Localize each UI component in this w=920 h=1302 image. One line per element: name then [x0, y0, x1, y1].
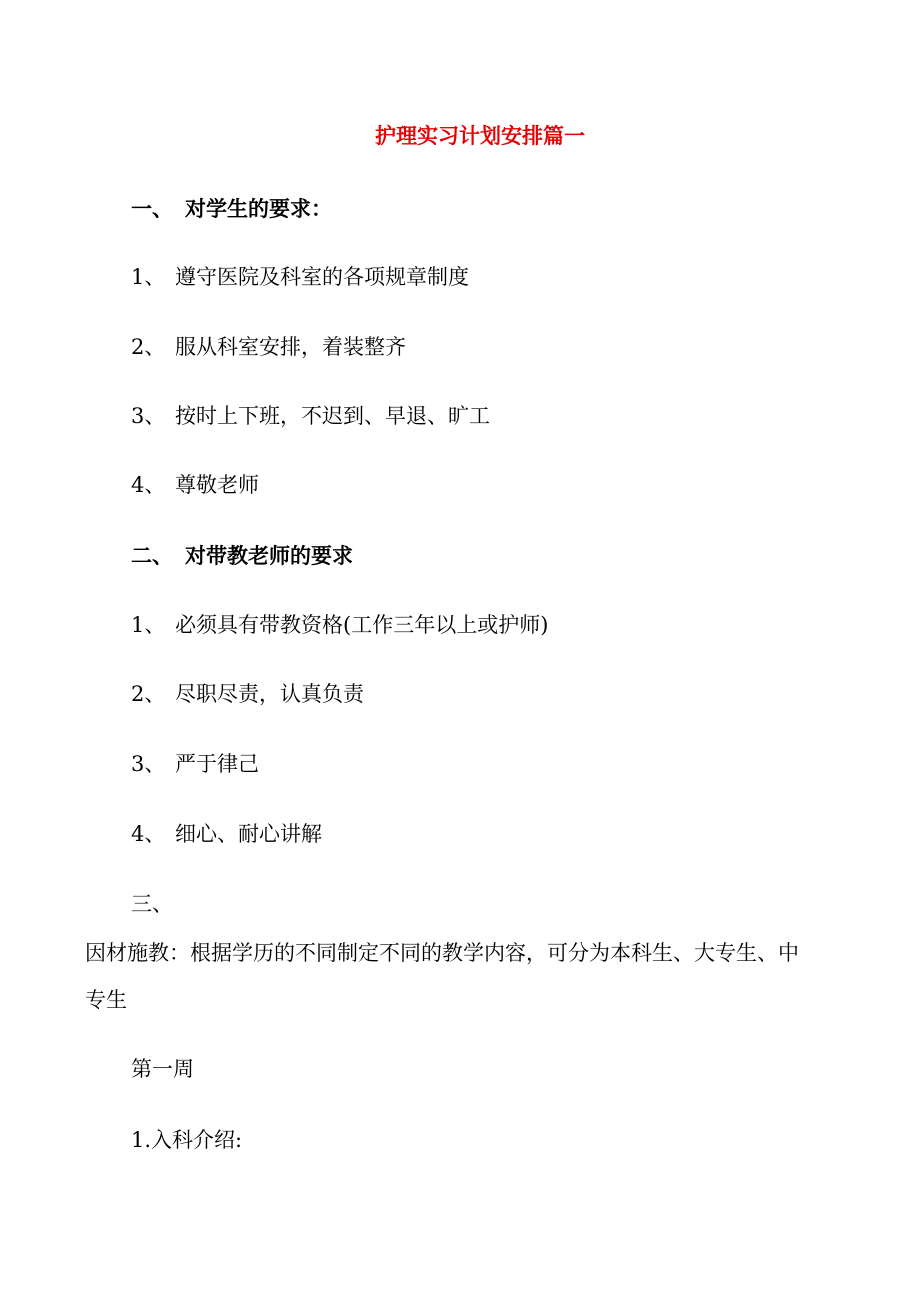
- item-text: 必须具有带教资格(工作三年以上或护师): [175, 613, 549, 637]
- section-2-item-2: [131, 681, 364, 707]
- item-text: 细心、耐心讲解: [175, 822, 322, 846]
- item-number: 3、: [131, 404, 166, 428]
- section-3-paragraph-line-1: 因材施教：根据学历的不同制定不同的教学内容，可分为本科生、大专生、中: [85, 941, 799, 965]
- section-2-heading: [131, 543, 353, 569]
- item-number: 4、: [131, 822, 166, 846]
- section-2-item-3: [131, 751, 259, 777]
- item-text: 遵守医院及科室的各项规章制度: [175, 265, 469, 289]
- item-number: 2、: [131, 335, 166, 359]
- week-item-1: 1.入科介绍:: [131, 1128, 243, 1152]
- section-1-item-1: [131, 264, 469, 290]
- item-number: 1、: [131, 265, 166, 289]
- section-2-title: 对带教老师的要求: [185, 543, 353, 568]
- section-2-number: 二、: [131, 543, 173, 568]
- item-text: 服从科室安排，着装整齐: [175, 335, 406, 359]
- section-1-item-4: [131, 472, 259, 498]
- section-1-item-2: [131, 334, 406, 360]
- section-2-item-4: [131, 821, 322, 847]
- item-number: 3、: [131, 752, 166, 776]
- section-2-item-1: [131, 612, 548, 638]
- section-1-title: 对学生的要求：: [185, 196, 332, 221]
- item-text: 按时上下班，不迟到、早退、旷工: [175, 404, 490, 428]
- item-text: 尊敬老师: [175, 473, 259, 497]
- item-number: 4、: [131, 473, 166, 497]
- section-1-item-3: [131, 403, 490, 429]
- section-3-paragraph-line-2: 专生: [85, 988, 127, 1012]
- section-1-number: 一、: [131, 196, 173, 221]
- item-text: 尽职尽责，认真负责: [175, 682, 364, 706]
- section-1-heading: [131, 196, 332, 222]
- section-3-number: 三、: [131, 892, 173, 916]
- item-number: 1、: [131, 613, 166, 637]
- week-label: 第一周: [131, 1057, 194, 1081]
- document-title: 护理实习计划安排篇一: [375, 123, 585, 148]
- item-number: 2、: [131, 682, 166, 706]
- item-text: 严于律己: [175, 752, 259, 776]
